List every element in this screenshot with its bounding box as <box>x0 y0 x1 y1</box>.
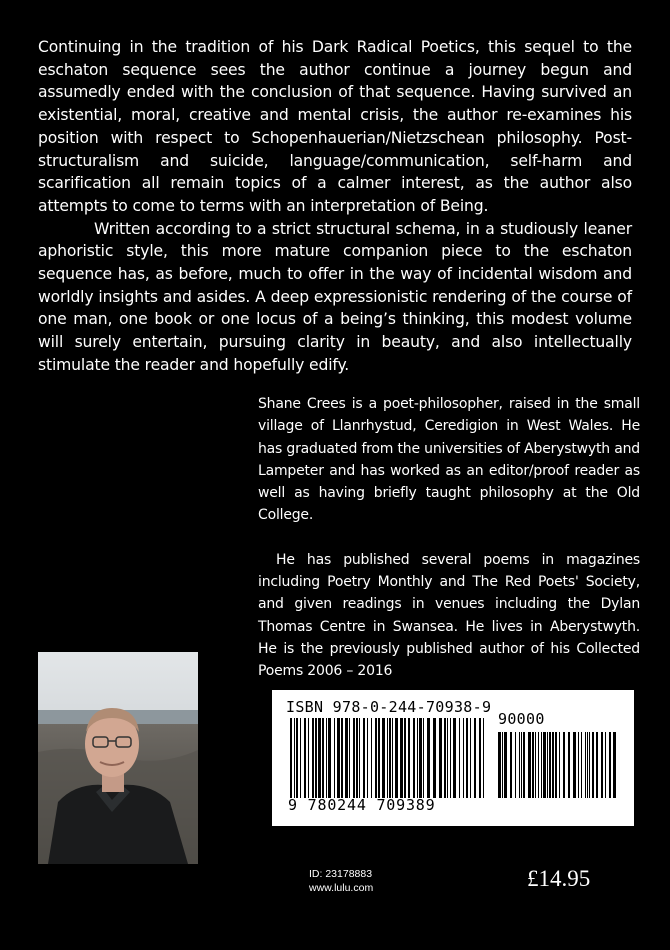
barcode-bar <box>433 718 436 798</box>
barcode-bar <box>538 732 539 798</box>
barcode-bar <box>395 718 398 798</box>
barcode-bar <box>502 732 503 798</box>
author-photo <box>38 652 198 864</box>
barcode-bar <box>459 718 460 798</box>
barcode-bar <box>392 718 393 798</box>
barcode-bar <box>353 718 355 798</box>
barcode-bar <box>552 732 554 798</box>
barcode-bar <box>470 718 471 798</box>
barcode-bar <box>592 732 594 798</box>
barcode-bar <box>578 732 579 798</box>
barcode-bar <box>466 718 468 798</box>
barcode-bar <box>510 732 512 798</box>
barcode-bar <box>378 718 380 798</box>
barcode-bar <box>585 732 586 798</box>
blurb-paragraph-2: Written according to a strict structural schema, in a studiously leaner aphoristic style, this more mature companion piece to the eschaton sequence has, as before, much to offer in the way of incidental wisdom and worldly insights and asides. A deep expressionistic rendering of the course of one man, one book or one locus of a being’s thinking, this modest volume will surely entertain, pursuing clarity in beauty, and also intellectually stimulate the reader and hopefully edify. <box>38 219 632 374</box>
barcode-bar <box>356 718 358 798</box>
barcode-bar <box>328 718 331 798</box>
barcode-bar <box>322 718 324 798</box>
barcode-bar <box>387 718 388 798</box>
barcode-digits: 9 780244 709389 <box>288 796 436 814</box>
book-price: £14.95 <box>527 866 591 891</box>
barcode-bar <box>463 718 464 798</box>
barcode-bar <box>450 718 451 798</box>
barcode-bar <box>483 718 484 798</box>
barcode-bar <box>563 732 565 798</box>
barcode-bar <box>400 718 403 798</box>
barcode-bar <box>337 718 340 798</box>
barcode-bar <box>453 718 456 798</box>
publisher-website: www.lulu.com <box>309 882 374 894</box>
barcode-bar <box>573 732 576 798</box>
barcode-bar <box>417 718 418 798</box>
author-portrait-image <box>38 652 198 864</box>
barcode-bar <box>408 718 410 798</box>
barcode-bar <box>535 732 536 798</box>
publisher-info <box>309 867 373 895</box>
barcode-bar <box>375 718 377 798</box>
barcode-bar <box>541 732 542 798</box>
barcode-bar <box>389 718 391 798</box>
barcode-bar <box>474 718 476 798</box>
barcode-bar <box>609 732 611 798</box>
barcode-bar <box>371 718 372 798</box>
barcode-bar <box>300 718 301 798</box>
barcode-bar <box>439 718 442 798</box>
barcode-bar <box>587 732 588 798</box>
author-bio <box>258 393 640 683</box>
bio-paragraph-2: He has published several poems in magazines including Poetry Monthly and The Red Poets' Society, and given readings in venues including the Dylan Thomas Centre in Swansea. He lives in Aberystwyth. He is the previously published author of his Collected Poems 2006 – 2016 <box>258 551 640 680</box>
barcode-bar <box>345 718 348 798</box>
barcode-bar <box>605 732 606 798</box>
bio-paragraph-1: Shane Crees is a poet-philosopher, raised in the small village of Llanrhystud, Ceredigion in West Wales. He has graduated from the universities of Aberystwyth and Lampeter and has worked as an editor/proof reader as well as having briefly taught philosophy at the Old College. <box>258 396 640 524</box>
barcode-bar <box>404 718 406 798</box>
barcode-bar <box>479 718 481 798</box>
barcode-bar <box>559 732 560 798</box>
barcode-bar <box>498 732 501 798</box>
barcode-bar <box>613 732 616 798</box>
barcode-bar <box>419 718 422 798</box>
barcode-bar <box>555 732 557 798</box>
barcode-bar <box>523 732 525 798</box>
barcode-bar <box>547 732 548 798</box>
barcode-bar <box>326 718 327 798</box>
barcode-bar <box>308 718 309 798</box>
blurb-text <box>38 36 632 377</box>
barcode-bar <box>521 732 522 798</box>
barcode-bar <box>532 732 534 798</box>
price-code: 90000 <box>498 710 545 728</box>
isbn-barcode <box>272 690 634 826</box>
barcode-bar <box>596 732 598 798</box>
barcode-bar <box>318 718 321 798</box>
barcode-bar <box>312 718 314 798</box>
barcode-bar <box>349 718 350 798</box>
barcode-bar <box>427 718 430 798</box>
barcode-bar <box>334 718 335 798</box>
barcode-bar <box>504 732 507 798</box>
barcode-bar <box>589 732 590 798</box>
barcode-bar <box>444 718 446 798</box>
barcode-bar <box>341 718 343 798</box>
isbn-label: ISBN 978-0-244-70938-9 <box>286 698 492 716</box>
barcode-bar <box>528 732 531 798</box>
barcode-bar <box>519 732 520 798</box>
barcode-bar <box>543 732 546 798</box>
barcode-bar <box>315 718 317 798</box>
barcode-bar <box>382 718 385 798</box>
barcode-bar <box>290 718 292 798</box>
barcode-bar <box>367 718 368 798</box>
barcode-bar <box>296 718 298 798</box>
barcode-bar <box>549 732 551 798</box>
barcode-bar <box>581 732 582 798</box>
barcode-bar <box>413 718 415 798</box>
barcode-bar <box>447 718 448 798</box>
barcode-bar <box>515 732 516 798</box>
barcode-bar <box>304 718 306 798</box>
blurb-paragraph-1: Continuing in the tradition of his Dark Radical Poetics, this sequel to the eschaton sequence sees the author continue a journey begun and assumedly ended with the conclusion of that sequence. Having survived an existential, moral, creative and mental crisis, the author re-examines his position with respect to Schopenhauerian/Nietzschean philosophy. Post-structuralism and suicide, language/communication, self-harm and scarification all remain topics of a calmer interest, as the author also attempts to come to terms with an interpretation of Being. <box>38 38 632 215</box>
barcode-bar <box>294 718 295 798</box>
barcode-bar <box>601 732 603 798</box>
book-id: ID: 23178883 <box>309 868 373 880</box>
barcode-bar <box>359 718 360 798</box>
barcode-bar <box>423 718 424 798</box>
barcode-bar <box>568 732 570 798</box>
barcode-bar <box>363 718 365 798</box>
